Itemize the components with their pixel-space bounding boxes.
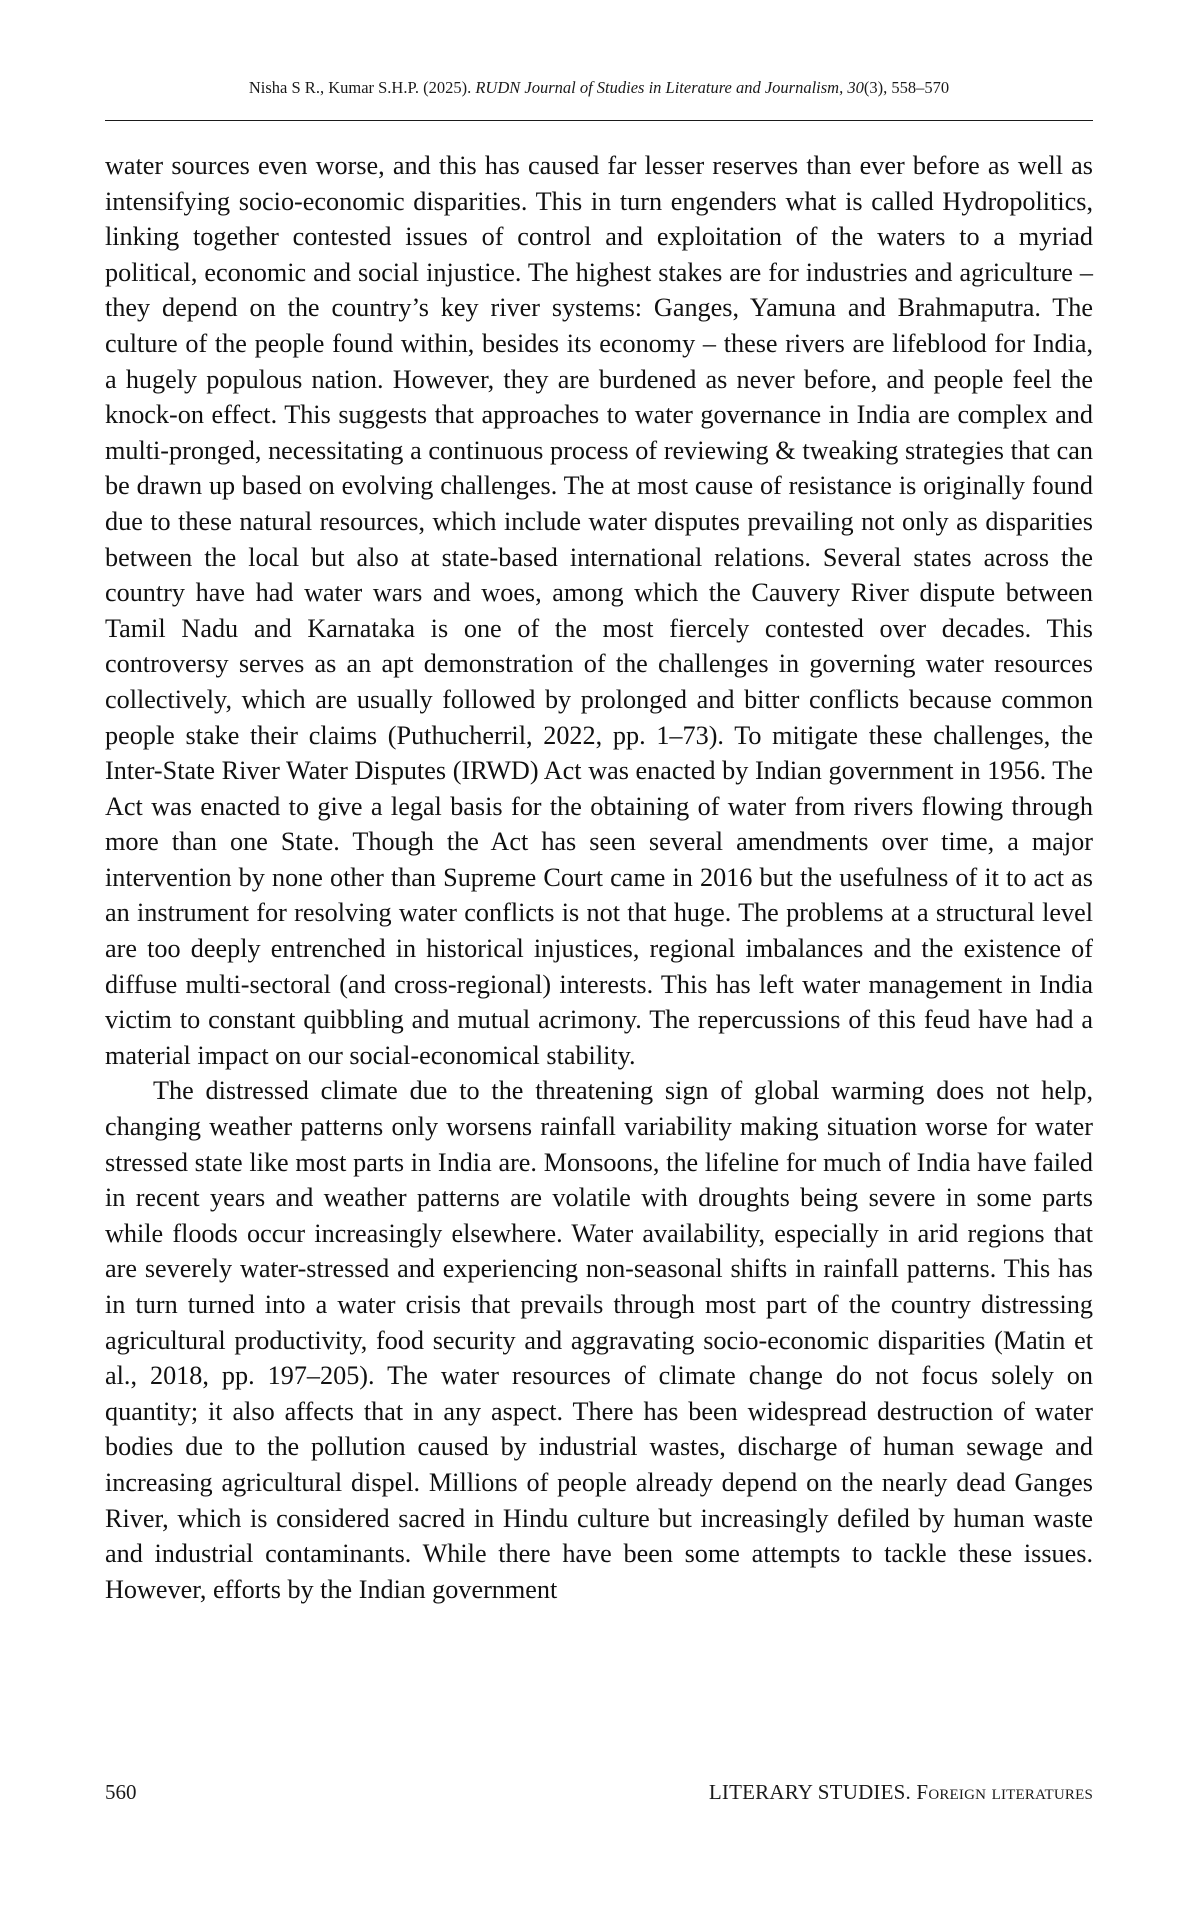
section-label: [709, 1780, 1093, 1805]
journal-title: RUDN Journal of Studies in Literature and Journalism,: [475, 78, 844, 97]
citation-authors-year: Nisha S R., Kumar S.H.P. (2025).: [248, 78, 472, 97]
section-label-suffix: oreign literatures: [928, 1780, 1093, 1804]
article-body: [105, 148, 1093, 1607]
page-number: 560: [105, 1780, 137, 1804]
paragraph-climate: The distressed climate due to the threatening sign of global warming does not help, changing weather patterns only worsens rainfall variability making situation worse for water stressed state like most parts in India are. Monsoons, the lifeline for much of India have failed in recent years and weather patterns are volatile with droughts being severe in some parts while floods occur increasingly elsewhere. Water availability, especially in arid regions that are severely water-stressed and experiencing non-seasonal shifts in rainfall patterns. This has in turn turned into a water crisis that prevails through most part of the country distressing agricultural productivity, food security and aggravating socio-economic disparities (Matin et al., 2018, pp. 197–205). The water resources of climate change do not focus solely on quantity; it also affects that in any aspect. There has been widespread destruction of water bodies due to the pollution caused by industrial wastes, discharge of human sewage and increasing agricultural dispel. Millions of people already depend on the nearly dead Ganges River, which is considered sacred in Hindu culture but increasingly defiled by human waste and industrial contaminants. While there have been some attempts to tackle these issues. However, efforts by the Indian government: [105, 1076, 1093, 1604]
section-label-prefix: LITERARY STUDIES. F: [708, 1780, 929, 1804]
running-head: [105, 78, 1093, 98]
journal-volume: 30: [847, 78, 864, 97]
header-rule: [105, 120, 1093, 121]
paragraph-continuation: water sources even worse, and this has caused far lesser reserves than ever before as well as intensifying socio-economic disparities. This in turn engenders what is called Hydropolitics, linking together contested issues of control and exploitation of the waters to a myriad political, economic and social injustice. The highest stakes are for industries and agriculture – they depend on the country’s key river systems: Ganges, Yamuna and Brahmaputra. The culture of the people found within, besides its economy – these rivers are lifeblood for India, a hugely populous nation. However, they are burdened as never before, and people feel the knock-on effect. This suggests that approaches to water governance in India are complex and multi-pronged, necessitating a continuous process of reviewing & tweaking strategies that can be drawn up based on evolving challenges. The at most cause of resistance is originally found due to these natural resources, which include water disputes prevailing not only as disparities between the local but also at state-based international relations. Several states across the country have had water wars and woes, among which the Cauvery River dispute between Tamil Nadu and Karnataka is one of the most fiercely contested over decades. This controversy serves as an apt demonstration of the challenges in governing water resources collectively, which are usually followed by prolonged and bitter conflicts because common people stake their claims (Puthucherril, 2022, pp. 1–73). To mitigate these challenges, the Inter-State River Water Disputes (IRWD) Act was enacted by Indian government in 1956. The Act was enacted to give a legal basis for the obtaining of water from rivers flowing through more than one State. Though the Act has seen several amendments over time, a major intervention by none other than Supreme Court came in 2016 but the usefulness of it to act as an instrument for resolving water conflicts is not that huge. The problems at a structural level are too deeply entrenched in historical injustices, regional imbalances and the existence of diffuse multi-sectoral (and cross-regional) interests. This has left water management in India victim to constant quibbling and mutual acrimony. The repercussions of this feud have had a material impact on our social-economical stability.: [105, 151, 1093, 1070]
journal-issue-pages: (3), 558–570: [863, 78, 950, 97]
